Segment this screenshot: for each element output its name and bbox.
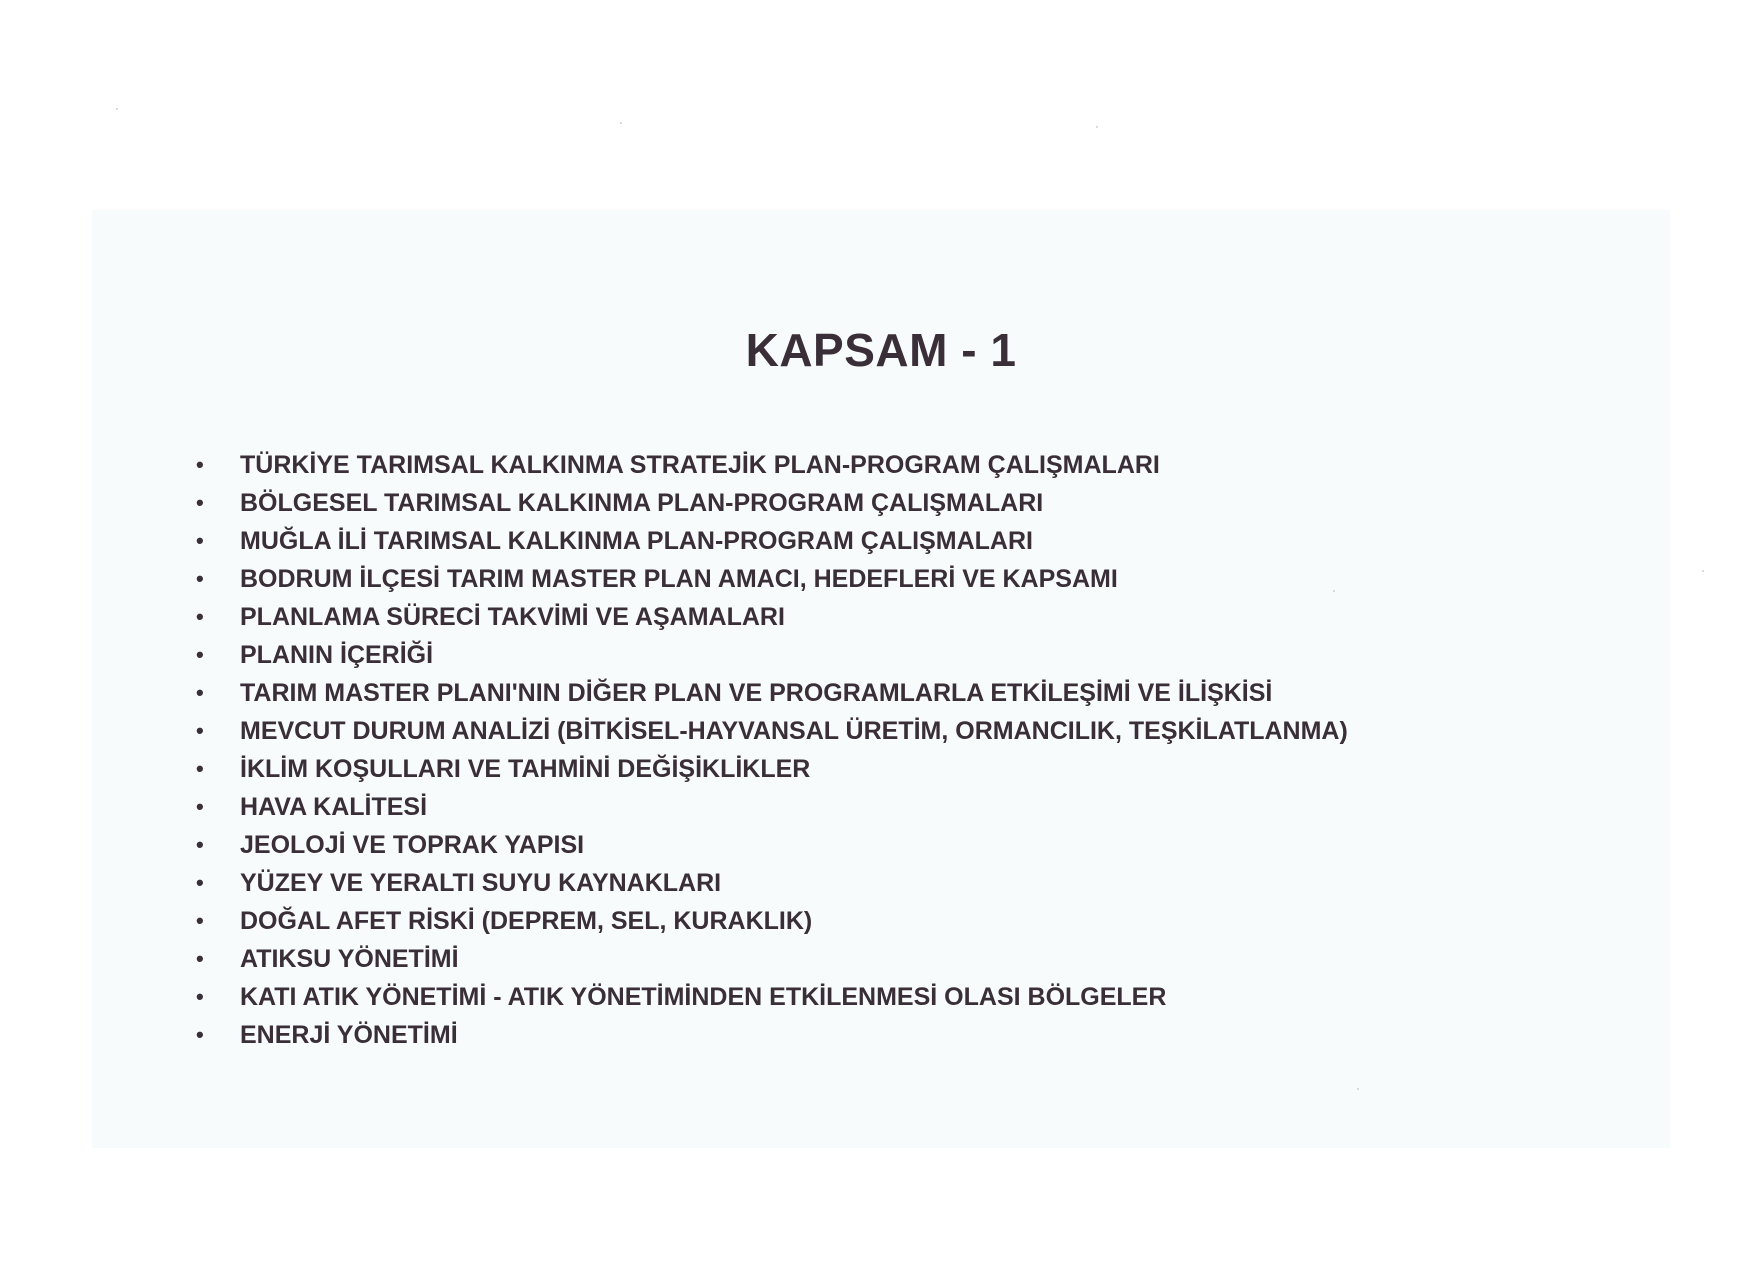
scan-speck (116, 108, 118, 110)
scan-speck (1702, 570, 1704, 572)
bullet-icon: • (196, 946, 204, 971)
list-item (196, 484, 1348, 522)
list-item-text: ENERJİ YÖNETİMİ (240, 1021, 458, 1049)
list-item-text: KATI ATIK YÖNETİMİ - ATIK YÖNETİMİNDEN ETKİLENMESİ OLASI BÖLGELER (240, 983, 1167, 1011)
list-item-text: TÜRKİYE TARIMSAL KALKINMA STRATEJİK PLAN-PROGRAM ÇALIŞMALARI (240, 451, 1160, 479)
list-item (196, 712, 1348, 750)
list-item (196, 940, 1348, 978)
list-item (196, 902, 1348, 940)
bullet-icon: • (196, 490, 204, 515)
slide (92, 210, 1670, 1148)
scan-speck (1096, 126, 1098, 128)
list-item (196, 560, 1348, 598)
list-item (196, 522, 1348, 560)
list-item-text: MEVCUT DURUM ANALİZİ (BİTKİSEL-HAYVANSAL ÜRETİM, ORMANCILIK, TEŞKİLATLANMA) (240, 717, 1348, 745)
list-item-text: PLANLAMA SÜRECİ TAKVİMİ VE AŞAMALARI (240, 603, 785, 631)
scope-list (196, 446, 1348, 1054)
scan-speck (1357, 1088, 1359, 1090)
bullet-icon: • (196, 452, 204, 477)
bullet-icon: • (196, 870, 204, 895)
list-item-text: ATIKSU YÖNETİMİ (240, 945, 459, 973)
bullet-icon: • (196, 832, 204, 857)
list-item (196, 864, 1348, 902)
bullet-icon: • (196, 566, 204, 591)
list-item (196, 826, 1348, 864)
bullet-icon: • (196, 680, 204, 705)
list-item (196, 446, 1348, 484)
list-item-text: HAVA KALİTESİ (240, 793, 428, 821)
bullet-icon: • (196, 984, 204, 1009)
bullet-icon: • (196, 794, 204, 819)
list-item-text: MUĞLA İLİ TARIMSAL KALKINMA PLAN-PROGRAM ÇALIŞMALARI (240, 527, 1033, 555)
list-item (196, 978, 1348, 1016)
list-item-text: TARIM MASTER PLANI'NIN DİĞER PLAN VE PROGRAMLARLA ETKİLEŞİMİ VE İLİŞKİSİ (240, 679, 1273, 707)
list-item (196, 788, 1348, 826)
list-item-text: BÖLGESEL TARIMSAL KALKINMA PLAN-PROGRAM ÇALIŞMALARI (240, 489, 1044, 517)
list-item (196, 636, 1348, 674)
list-item-text: YÜZEY VE YERALTI SUYU KAYNAKLARI (240, 869, 722, 897)
list-item-text: JEOLOJİ VE TOPRAK YAPISI (240, 831, 585, 859)
list-item-text: BODRUM İLÇESİ TARIM MASTER PLAN AMACI, HEDEFLERİ VE KAPSAMI (240, 565, 1118, 593)
list-item-text: PLANIN İÇERİĞİ (240, 641, 434, 669)
list-item (196, 598, 1348, 636)
bullet-icon: • (196, 528, 204, 553)
list-item (196, 674, 1348, 712)
list-item-text: İKLİM KOŞULLARI VE TAHMİNİ DEĞİŞİKLİKLER (240, 755, 811, 783)
slide-title: KAPSAM - 1 (745, 324, 1017, 376)
list-item (196, 750, 1348, 788)
bullet-icon: • (196, 756, 204, 781)
list-item-text: DOĞAL AFET RİSKİ (DEPREM, SEL, KURAKLIK) (240, 907, 813, 935)
scan-speck (1333, 590, 1335, 592)
bullet-icon: • (196, 718, 204, 743)
bullet-icon: • (196, 604, 204, 629)
bullet-icon: • (196, 1022, 204, 1047)
list-item (196, 1016, 1348, 1054)
bullet-icon: • (196, 908, 204, 933)
scan-speck (620, 122, 622, 124)
bullet-icon: • (196, 642, 204, 667)
